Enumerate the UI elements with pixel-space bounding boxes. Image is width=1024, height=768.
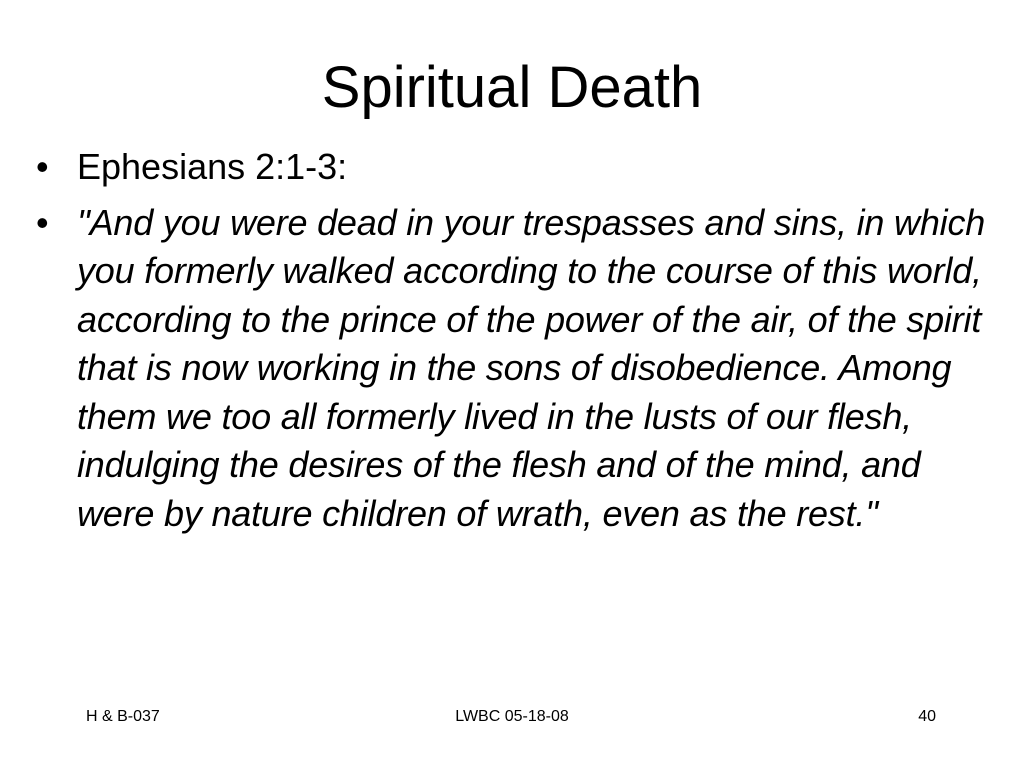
- bullet-text-quote: "And you were dead in your trespasses and sins, in which you formerly walked according to the course of this world, according to the prince of the power of the air, of the spirit that is now working in the sons of disobedience. Among them we too all formerly lived in the lusts of our flesh, indulging the desires of the flesh and of the mind, and were by nature children of wrath, even as the rest.": [77, 201, 986, 534]
- bullet-item-quote: [30, 199, 1005, 539]
- footer-center-date: LWBC 05-18-08: [455, 708, 569, 725]
- bullet-text-reference: Ephesians 2:1-3:: [77, 146, 348, 187]
- bullet-dot-icon: •: [36, 201, 49, 243]
- slide-title: Spiritual Death: [321, 55, 703, 120]
- footer-page-number: 40: [918, 708, 936, 725]
- bullet-dot-icon: •: [36, 146, 49, 187]
- bullet-list: [30, 143, 1005, 545]
- footer-left-code: H & B-037: [86, 708, 160, 725]
- bullet-item-reference: [30, 143, 1005, 192]
